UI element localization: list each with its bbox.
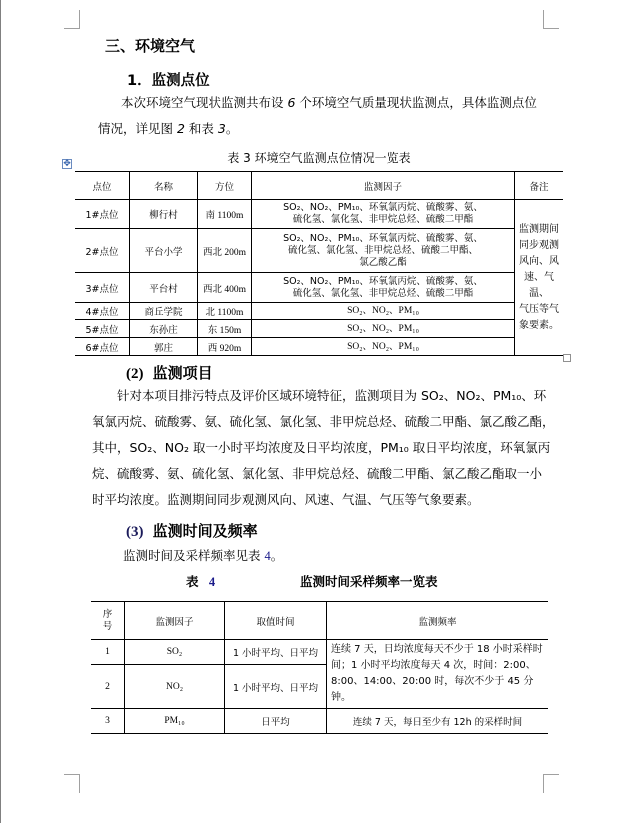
number: 6 (287, 95, 296, 110)
header-cell: 取值时间 (225, 602, 327, 640)
table-ref: 4 (264, 549, 271, 563)
table-row (75, 338, 563, 356)
text: 个环境空气质量现状监测点，具体监测点位 (295, 95, 537, 110)
time-cell: 1 小时平均、日平均 (225, 640, 327, 665)
heading-text: 监测时间及频率 (152, 522, 258, 540)
crop-mark-top-right (543, 10, 559, 29)
name-cell: 东孙庄 (130, 320, 198, 338)
direction-cell: 西北 200m (198, 229, 252, 273)
point-cell: 3#点位 (75, 273, 130, 303)
factor-cell: SO₂ (125, 640, 225, 665)
text: 。 (225, 121, 239, 136)
factor-line: SO₂、NO₂、PM₁₀、环氧氯丙烷、硫酸雾、氨、 (283, 232, 483, 244)
factor-line: SO₂、NO₂、PM₁₀、环氧氯丙烷、硫酸雾、氨、 (283, 275, 483, 287)
caption-label: 表 (186, 574, 199, 589)
factors-cell (252, 273, 515, 303)
table4-caption-label (186, 572, 215, 590)
text: 情况，详见图 (98, 121, 177, 136)
figure-ref: 2 (176, 121, 185, 136)
table-row (75, 320, 563, 338)
header-cell: 监测因子 (252, 172, 515, 200)
heading-monitoring-items (126, 362, 213, 383)
table-row (75, 273, 563, 303)
table-ref: 3 (217, 121, 226, 136)
page-left-edge (0, 0, 1, 823)
items-paragraph-line: 氧氯丙烷、硫酸雾、氨、硫化氢、氯化氢、非甲烷总烃、硫酸二甲酯、氯乙酸乙酯， (92, 414, 555, 429)
header-cell: 序 号 (91, 602, 125, 640)
remark-cell (515, 200, 564, 356)
remark-line: 同步观测 (519, 239, 559, 251)
point-cell: 6#点位 (75, 338, 130, 356)
direction-cell: 北 1100m (198, 303, 252, 320)
table4-monitoring-frequency (91, 601, 548, 734)
table-resize-handle[interactable] (563, 354, 571, 362)
text: 。 (270, 548, 284, 563)
section-title: 三、环境空气 (105, 37, 196, 55)
items-paragraph-line: 针对本项目排污特点及评价区域环境特征，监测项目为 SO₂、NO₂、PM₁₀、环 (117, 388, 547, 403)
time-cell: 1 小时平均、日平均 (225, 665, 327, 709)
factor-line: 氯乙酸乙酯 (359, 256, 407, 268)
text: 和表 (184, 121, 218, 136)
point-cell: 1#点位 (75, 200, 130, 229)
table4-caption-title: 监测时间采样频率一览表 (300, 574, 438, 589)
factors-cell: SO₂、NO₂、PM₁₀ (252, 320, 515, 338)
name-cell: 郭庄 (130, 338, 198, 356)
remark-line: 象要素。 (519, 319, 559, 331)
name-cell: 平台小学 (130, 229, 198, 273)
heading-text: 监测项目 (152, 364, 213, 382)
name-cell: 柳行村 (130, 200, 198, 229)
freq-cell: 连续 7 天，日均浓度每天不少于 18 小时采样时间；1 小时平均浓度每天 4 次，时间：2:00、8:00、14:00、20:00 时，每次不少于 45 分钟。 (327, 640, 549, 709)
remark-line: 速、气温、 (524, 271, 554, 299)
header-cell: 点位 (75, 172, 130, 200)
crop-mark-bottom-left (64, 774, 80, 793)
factors-cell: SO₂、NO₂、PM₁₀ (252, 338, 515, 356)
factors-cell (252, 200, 515, 229)
header-cell: 监测频率 (327, 602, 549, 640)
table-row (75, 303, 563, 320)
factors-cell: SO₂、NO₂、PM₁₀ (252, 303, 515, 320)
point-cell: 4#点位 (75, 303, 130, 320)
time-cell: 日平均 (225, 709, 327, 734)
table-row (91, 640, 548, 665)
factor-line: SO₂、NO₂、PM₁₀、环氧氯丙烷、硫酸雾、氨、 (283, 202, 483, 213)
intro-paragraph-line2 (98, 116, 238, 142)
remark-line: 气压等气 (519, 303, 559, 315)
name-cell: 平台村 (130, 273, 198, 303)
table3-monitoring-points (75, 171, 563, 356)
remark-line: 风向、风 (519, 255, 559, 267)
table-header-row (91, 602, 548, 640)
items-paragraph-line: 烷、硫酸雾、氨、硫化氢、氯化氢、非甲烷总烃、硫酸二甲酯、氯乙酸乙酯取一小 (92, 466, 543, 481)
remark-line: 监测期间 (519, 223, 559, 235)
direction-cell: 西 920m (198, 338, 252, 356)
crop-mark-top-left (64, 10, 80, 29)
text: 本次环境空气现状监测共布设 (121, 95, 288, 110)
time-paragraph (123, 546, 283, 564)
freq-cell: 连续 7 天，每日至少有 12h 的采样时间 (327, 709, 549, 734)
table-row (91, 709, 548, 734)
point-cell: 2#点位 (75, 229, 130, 273)
crop-mark-bottom-right (543, 774, 559, 793)
heading-number: (3) (126, 524, 144, 540)
caption-number: 4 (208, 575, 216, 589)
no-cell: 1 (91, 640, 125, 665)
items-paragraph-line: 时平均浓度。监测期间同步观测风向、风速、气温、气压等气象要素。 (92, 492, 480, 507)
intro-paragraph-line1 (121, 90, 537, 116)
no-cell: 2 (91, 665, 125, 709)
header-cell: 备注 (515, 172, 564, 200)
table3-caption: 表 3 环境空气监测点位情况一览表 (227, 151, 411, 165)
heading-monitoring-time (126, 520, 258, 541)
point-cell: 5#点位 (75, 320, 130, 338)
factor-line: 硫化氢、氯化氢、非甲烷总烃、硫酸二甲酯 (292, 287, 474, 299)
factor-line: 硫化氢、氯化氢、非甲烷总烃、硫酸二甲酯、 (287, 244, 478, 256)
factors-cell (252, 229, 515, 273)
table-row (75, 200, 563, 229)
text: 监测时间及采样频率见表 (123, 548, 265, 563)
factor-cell: NO₂ (125, 665, 225, 709)
factor-cell: PM₁₀ (125, 709, 225, 734)
table-move-handle-icon[interactable]: ✥ (63, 159, 71, 169)
name-cell: 商丘学院 (130, 303, 198, 320)
factor-line: 硫化氢、氯化氢、非甲烷总烃、硫酸二甲酯 (292, 214, 474, 225)
direction-cell: 东 150m (198, 320, 252, 338)
heading-number: (2) (126, 366, 144, 382)
direction-cell: 南 1100m (198, 200, 252, 229)
header-cell: 监测因子 (125, 602, 225, 640)
header-cell: 方位 (198, 172, 252, 200)
items-paragraph-line: 其中，SO₂、NO₂ 取一小时平均浓度及日平均浓度，PM₁₀ 取日平均浓度，环氧氯丙 (92, 440, 551, 455)
table-header-row (75, 172, 563, 200)
direction-cell: 西北 400m (198, 273, 252, 303)
header-cell: 名称 (130, 172, 198, 200)
no-cell: 3 (91, 709, 125, 734)
heading-monitoring-points: 1．监测点位 (127, 73, 210, 89)
table-row (75, 229, 563, 273)
